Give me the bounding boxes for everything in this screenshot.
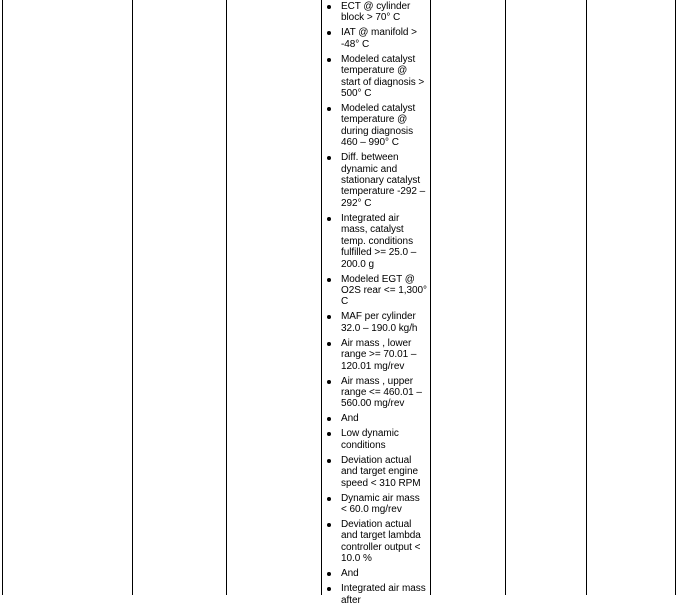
bullet-icon xyxy=(327,156,331,160)
condition-item xyxy=(322,413,430,424)
condition-text: Diff. between dynamic and stationary catalyst temperature -292 – 292° C xyxy=(341,152,426,209)
condition-text: And xyxy=(341,568,359,580)
condition-text: IAT @ manifold > -48° C xyxy=(341,27,417,50)
condition-item xyxy=(322,493,430,516)
bullet-icon xyxy=(327,315,331,319)
condition-text: Air mass , upper range <= 460.01 – 560.00 mg/rev xyxy=(341,375,422,410)
condition-item xyxy=(322,455,430,489)
column-divider xyxy=(226,0,227,595)
condition-text: Low dynamic conditions xyxy=(341,428,399,451)
condition-text: Modeled catalyst temperature @ start of diagnosis > 500° C xyxy=(341,53,425,100)
condition-text: And xyxy=(341,413,359,425)
condition-text: MAF per cylinder 32.0 – 190.0 kg/h xyxy=(341,311,418,334)
bullet-icon xyxy=(327,523,331,527)
condition-item xyxy=(322,376,430,410)
condition-text: Dynamic air mass < 60.0 mg/rev xyxy=(341,492,420,515)
table-border-right xyxy=(675,0,676,595)
bullet-icon xyxy=(327,497,331,501)
condition-item xyxy=(322,103,430,149)
bullet-icon xyxy=(327,380,331,384)
bullet-icon xyxy=(327,572,331,576)
condition-text: Air mass , lower range >= 70.01 – 120.01 mg/rev xyxy=(341,337,417,372)
condition-item xyxy=(322,568,430,579)
bullet-icon xyxy=(327,278,331,282)
condition-text: Integrated air mass after xyxy=(341,583,426,606)
table-border-left xyxy=(2,0,3,595)
condition-item xyxy=(322,54,430,100)
condition-text: Modeled EGT @ O2S rear <= 1,300° C xyxy=(341,273,427,308)
condition-item xyxy=(322,213,430,270)
column-divider xyxy=(430,0,431,595)
condition-text: Deviation actual and target engine speed < 310 RPM xyxy=(341,454,421,489)
condition-item xyxy=(322,311,430,334)
condition-item xyxy=(322,428,430,451)
bullet-icon xyxy=(327,107,331,111)
bullet-icon xyxy=(327,342,331,346)
condition-item xyxy=(322,583,430,606)
bullet-icon xyxy=(327,31,331,35)
condition-item xyxy=(322,519,430,565)
condition-item xyxy=(322,152,430,209)
condition-text: ECT @ cylinder block > 70° C xyxy=(341,1,411,24)
condition-text: Deviation actual and target lambda controller output < 10.0 % xyxy=(341,518,421,565)
bullet-icon xyxy=(327,5,331,9)
column-divider xyxy=(132,0,133,595)
bullet-icon xyxy=(327,459,331,463)
column-divider xyxy=(586,0,587,595)
enable-conditions-list xyxy=(322,1,430,610)
bullet-icon xyxy=(327,417,331,421)
condition-text: Modeled catalyst temperature @ during diagnosis 460 – 990° C xyxy=(341,103,416,149)
column-divider xyxy=(505,0,506,595)
condition-text: Integrated air mass, catalyst temp. conditions fulfilled >= 25.0 – 200.0 g xyxy=(341,212,417,270)
bullet-icon xyxy=(327,58,331,62)
condition-item xyxy=(322,274,430,308)
bullet-icon xyxy=(327,587,331,591)
condition-item xyxy=(322,27,430,50)
enable-conditions-cell xyxy=(322,0,430,606)
condition-item xyxy=(322,1,430,24)
bullet-icon xyxy=(327,217,331,221)
bullet-icon xyxy=(327,432,331,436)
condition-item xyxy=(322,338,430,372)
